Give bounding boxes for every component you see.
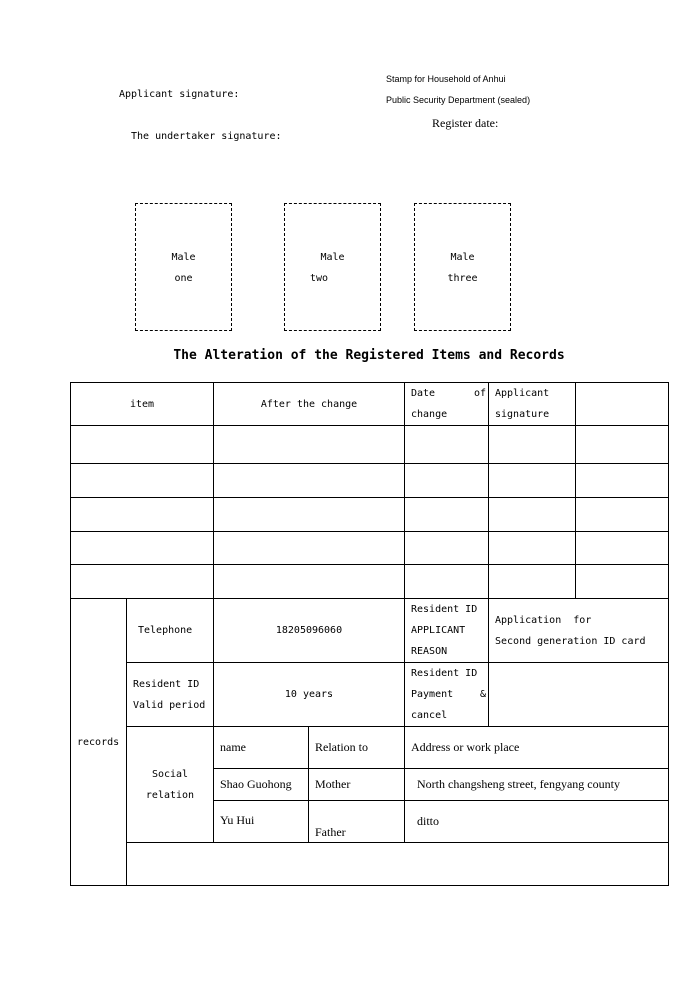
table-cell[interactable] xyxy=(71,426,214,464)
social-name: Shao Guohong xyxy=(214,769,309,801)
photo-label-gender: Male xyxy=(320,252,345,263)
table-row xyxy=(71,565,669,599)
table-cell[interactable] xyxy=(405,532,489,565)
table-cell[interactable] xyxy=(405,498,489,532)
records-blank-cell[interactable] xyxy=(127,843,669,886)
social-address: ditto xyxy=(405,801,669,843)
table-cell[interactable] xyxy=(405,426,489,464)
table-cell[interactable] xyxy=(214,498,405,532)
table-row xyxy=(71,464,669,498)
reason-label-line: APPLICANT xyxy=(411,625,466,636)
table-row xyxy=(71,498,669,532)
header-applicant-word: Applicant xyxy=(495,388,550,399)
undertaker-signature-label: The undertaker signature: xyxy=(131,131,282,142)
table-cell[interactable] xyxy=(214,426,405,464)
social-label-line: relation xyxy=(145,789,195,801)
header-applicant-signature xyxy=(489,383,576,426)
social-header-relation: Relation to xyxy=(309,727,405,769)
table-cell[interactable] xyxy=(489,426,576,464)
table-cell[interactable] xyxy=(214,464,405,498)
records-label: records xyxy=(71,599,127,886)
social-header-row xyxy=(71,727,669,769)
payment-label-line: cancel xyxy=(411,710,448,721)
payment-ampersand: & xyxy=(479,689,486,700)
reason-value-word: for xyxy=(573,614,592,626)
social-relation-label xyxy=(127,727,214,843)
photo-label-gender: Male xyxy=(450,252,475,263)
table-cell[interactable] xyxy=(214,532,405,565)
reason-label-line: Resident ID xyxy=(411,604,478,615)
photo-label-gender: Male xyxy=(171,252,196,263)
valid-label-line: Resident ID xyxy=(133,678,200,690)
header-signature-word: signature xyxy=(495,409,550,420)
stamp-line-2: Public Security Department (sealed) xyxy=(386,95,531,105)
table-cell[interactable] xyxy=(405,464,489,498)
applicant-signature-label: Applicant signature: xyxy=(119,89,240,100)
table-cell[interactable] xyxy=(71,565,214,599)
social-label-line: Social xyxy=(151,768,189,780)
table-cell[interactable] xyxy=(489,532,576,565)
table-cell[interactable] xyxy=(71,532,214,565)
table-row xyxy=(71,532,669,565)
records-valid-period-row xyxy=(71,663,669,727)
page-title: The Alteration of the Registered Items and Records xyxy=(173,348,565,363)
valid-period-label xyxy=(127,663,214,727)
valid-label-line: Valid period xyxy=(133,699,206,711)
photo-label-number: two xyxy=(310,273,329,284)
photo-box-one xyxy=(135,203,232,331)
table-row xyxy=(71,426,669,464)
table-cell[interactable] xyxy=(576,426,669,464)
table-cell[interactable] xyxy=(489,565,576,599)
table-cell[interactable] xyxy=(576,565,669,599)
table-cell[interactable] xyxy=(489,498,576,532)
payment-cancel-label xyxy=(405,663,489,727)
telephone-label: Telephone xyxy=(127,599,214,663)
table-header-row xyxy=(71,383,669,426)
payment-cancel-value[interactable] xyxy=(489,663,669,727)
social-name: Yu Hui xyxy=(214,801,309,843)
social-header-address: Address or work place xyxy=(405,727,669,769)
photo-box-two xyxy=(284,203,381,331)
social-address: North changsheng street, fengyang county xyxy=(405,769,669,801)
header-change-word: change xyxy=(411,409,448,420)
valid-period-value: 10 years xyxy=(214,663,405,727)
header-item: item xyxy=(71,383,214,426)
table-cell[interactable] xyxy=(576,464,669,498)
header-blank-cell xyxy=(576,383,669,426)
reason-label-line: REASON xyxy=(411,646,448,657)
table-cell[interactable] xyxy=(71,464,214,498)
applicant-reason-label xyxy=(405,599,489,663)
payment-label-line: Resident ID xyxy=(411,668,478,679)
table-cell[interactable] xyxy=(489,464,576,498)
records-blank-row xyxy=(71,843,669,886)
header-after-change: After the change xyxy=(214,383,405,426)
register-date-label: Register date: xyxy=(432,116,499,130)
records-telephone-row xyxy=(71,599,669,663)
applicant-reason-value xyxy=(489,599,669,663)
table-cell[interactable] xyxy=(71,498,214,532)
social-relation: Father xyxy=(309,801,405,843)
reason-value-line: Second generation ID card xyxy=(495,635,646,647)
table-cell[interactable] xyxy=(576,532,669,565)
telephone-value: 18205096060 xyxy=(214,599,405,663)
photo-box-three xyxy=(414,203,511,331)
alteration-records-table xyxy=(70,382,669,886)
reason-value-word: Application xyxy=(495,614,562,626)
header-of-word: of xyxy=(473,388,486,399)
photo-label-number: three xyxy=(447,273,478,284)
header-date-word: Date xyxy=(411,388,436,399)
social-header-name: name xyxy=(214,727,309,769)
table-cell[interactable] xyxy=(576,498,669,532)
stamp-line-1: Stamp for Household of Anhui xyxy=(386,74,506,84)
social-relation: Mother xyxy=(309,769,405,801)
payment-word: Payment xyxy=(411,689,454,700)
table-cell[interactable] xyxy=(214,565,405,599)
header-date-of-change xyxy=(405,383,489,426)
photo-label-number: one xyxy=(174,273,193,284)
table-cell[interactable] xyxy=(405,565,489,599)
